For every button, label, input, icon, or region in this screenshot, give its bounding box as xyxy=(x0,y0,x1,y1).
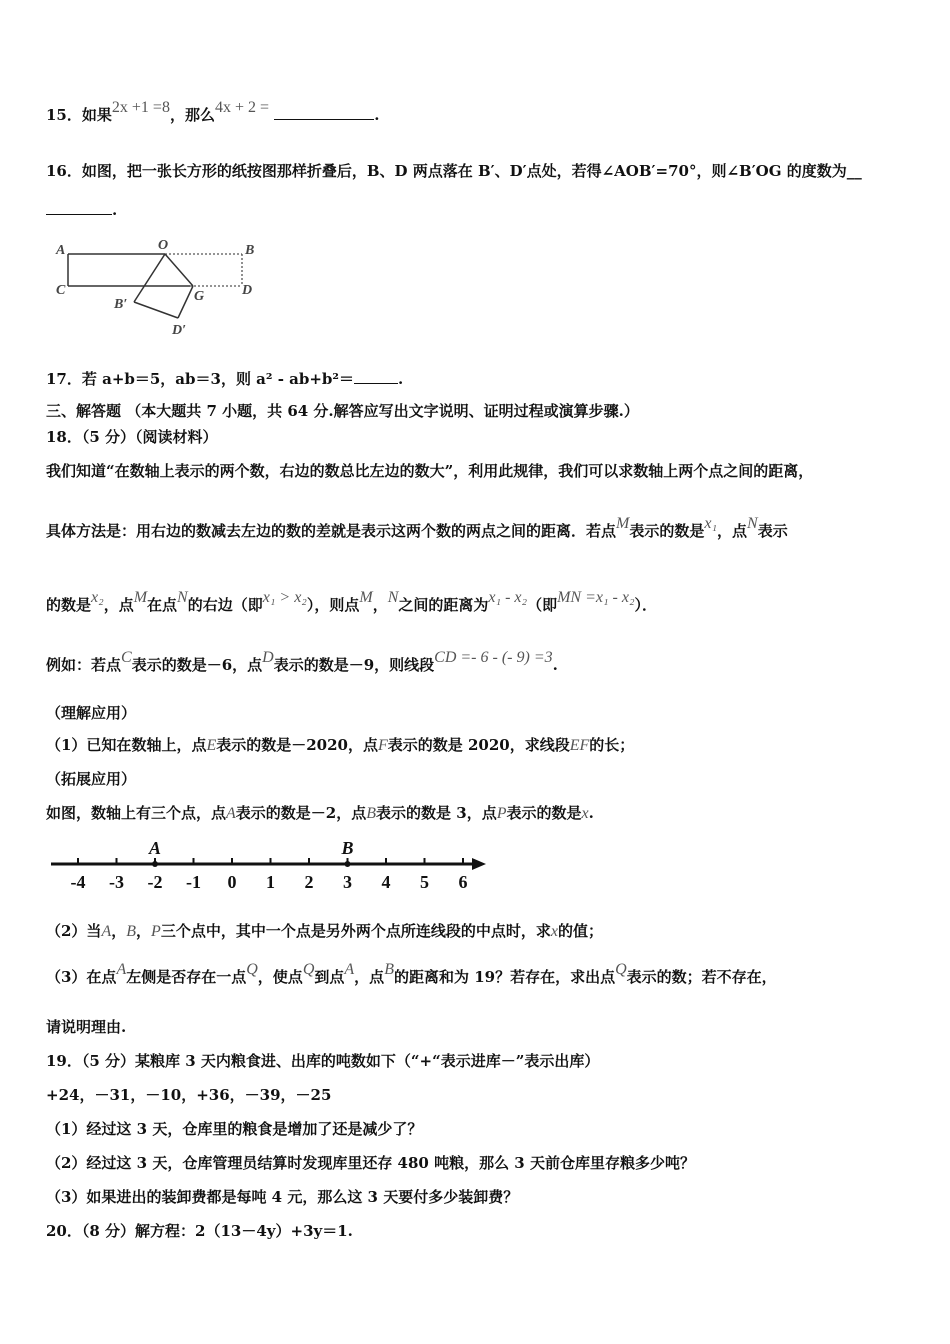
q18-understand: （理解应用） xyxy=(46,704,137,722)
label-G: G xyxy=(194,289,205,304)
q18-head: 18．（5 分）（阅读材料） xyxy=(46,428,218,446)
answer-blank xyxy=(274,105,374,120)
q18-extend-para: 如图，数轴上有三个点，点A表示的数是－2，点B表示的数是 3，点P表示的数是x. xyxy=(46,804,594,822)
point-A xyxy=(152,861,158,867)
q19-sub1: （1）经过这 3 天，仓库里的粮食是增加了还是减少了？ xyxy=(46,1120,423,1138)
tick-label: -1 xyxy=(186,872,201,892)
q18-sub3-end: 请说明理由. xyxy=(46,1018,127,1036)
tick-label: 1 xyxy=(266,872,275,892)
tick-label: 2 xyxy=(304,872,314,892)
q19-sub3: （3）如果进出的装卸费都是每吨 4 元，那么这 3 天要付多少装卸费？ xyxy=(46,1188,519,1206)
q18-sub3: （3）在点A左侧是否存在一点Q，使点Q到点A，点B的距离和为 19？若存在，求出点Q表示的数；若不存在， xyxy=(46,961,777,986)
point-B-label: B xyxy=(341,838,354,858)
q18-para2: 具体方法是：用右边的数减去左边的数的差就是表示这两个数的两点之间的距离．若点M表示的数是x₁，点N表示 xyxy=(46,515,788,540)
q19-sub2: （2）经过这 3 天，仓库管理员结算时发现库里还存 480 吨粮，那么 3 天前仓库里存粮多少吨？ xyxy=(46,1154,695,1172)
tick-label: 0 xyxy=(227,872,237,892)
label-O: O xyxy=(158,238,169,253)
number-line xyxy=(46,832,496,894)
axis-arrow xyxy=(472,858,486,870)
label-D: D xyxy=(242,283,253,298)
q17-line: 17．若 a+b＝5，ab＝3，则 a² - ab+b²＝ . xyxy=(46,370,404,388)
answer-blank xyxy=(354,369,398,384)
equation-2: 4x + 2 = xyxy=(214,99,269,116)
q18-para3: 的数是x₂，点M在点N的右边（即x₁ > x₂），则点M，N之间的距离为x₁ - x₂（即MN =x₁ - x₂）． xyxy=(46,589,658,614)
q18-sub2: （2）当A，B，P三个点中，其中一个点是另外两个点所连线段的中点时，求x的值； xyxy=(46,922,603,940)
label-C: C xyxy=(56,283,66,298)
tick-label: 4 xyxy=(381,872,391,892)
q15-line: 15．如果2x +1 =8，那么4x + 2 = . xyxy=(46,99,380,124)
tick-label: 3 xyxy=(343,872,352,892)
q19-head: 19．（5 分）某粮库 3 天内粮食进、出库的吨数如下（“+“表示进库－”表示出库） xyxy=(46,1052,600,1070)
tick-label: -3 xyxy=(109,872,124,892)
point-A-label: A xyxy=(148,838,162,858)
label-D-prime: D′ xyxy=(172,323,187,338)
label-B: B xyxy=(245,243,255,258)
q18-extend: （拓展应用） xyxy=(46,770,137,788)
tick-label: -4 xyxy=(70,872,86,892)
tick-label: 5 xyxy=(420,872,429,892)
answer-blank xyxy=(46,200,112,215)
q20-line: 20．（8 分）解方程：2（13－4y）+3y＝1. xyxy=(46,1222,353,1240)
q19-data: +24，－31，－10，+36，－39，－25 xyxy=(46,1086,332,1104)
fold-rectangle-figure xyxy=(50,234,270,340)
label-B-prime: B′ xyxy=(114,297,128,312)
tick-label: 6 xyxy=(458,872,468,892)
point-B xyxy=(345,861,351,867)
q18-para4: 例如：若点C表示的数是－6，点D表示的数是－9，则线段CD =- 6 - (- 9) =3. xyxy=(46,649,558,674)
q16-line: 16．如图，把一张长方形的纸按图那样折叠后，B、D 两点落在 B′、D′点处，若得∠AOB′=70°，则∠B′OG 的度数为__ xyxy=(46,162,862,180)
q18-para1: 我们知道“在数轴上表示的两个数，右边的数总比左边的数大”，利用此规律，我们可以求数轴上两个点之间的距离， xyxy=(46,462,814,480)
q16-line2: . xyxy=(46,200,117,219)
tick-label: -2 xyxy=(147,872,163,892)
equation-1: 2x +1 =8 xyxy=(111,99,170,116)
q18-sub1: （1）已知在数轴上，点E表示的数是－2020，点F表示的数是 2020，求线段EF的长； xyxy=(46,736,635,754)
label-A: A xyxy=(56,243,66,258)
section-heading: 三、解答题 （本大题共 7 小题，共 64 分.解答应写出文字说明、证明过程或演算步骤.） xyxy=(46,402,639,420)
